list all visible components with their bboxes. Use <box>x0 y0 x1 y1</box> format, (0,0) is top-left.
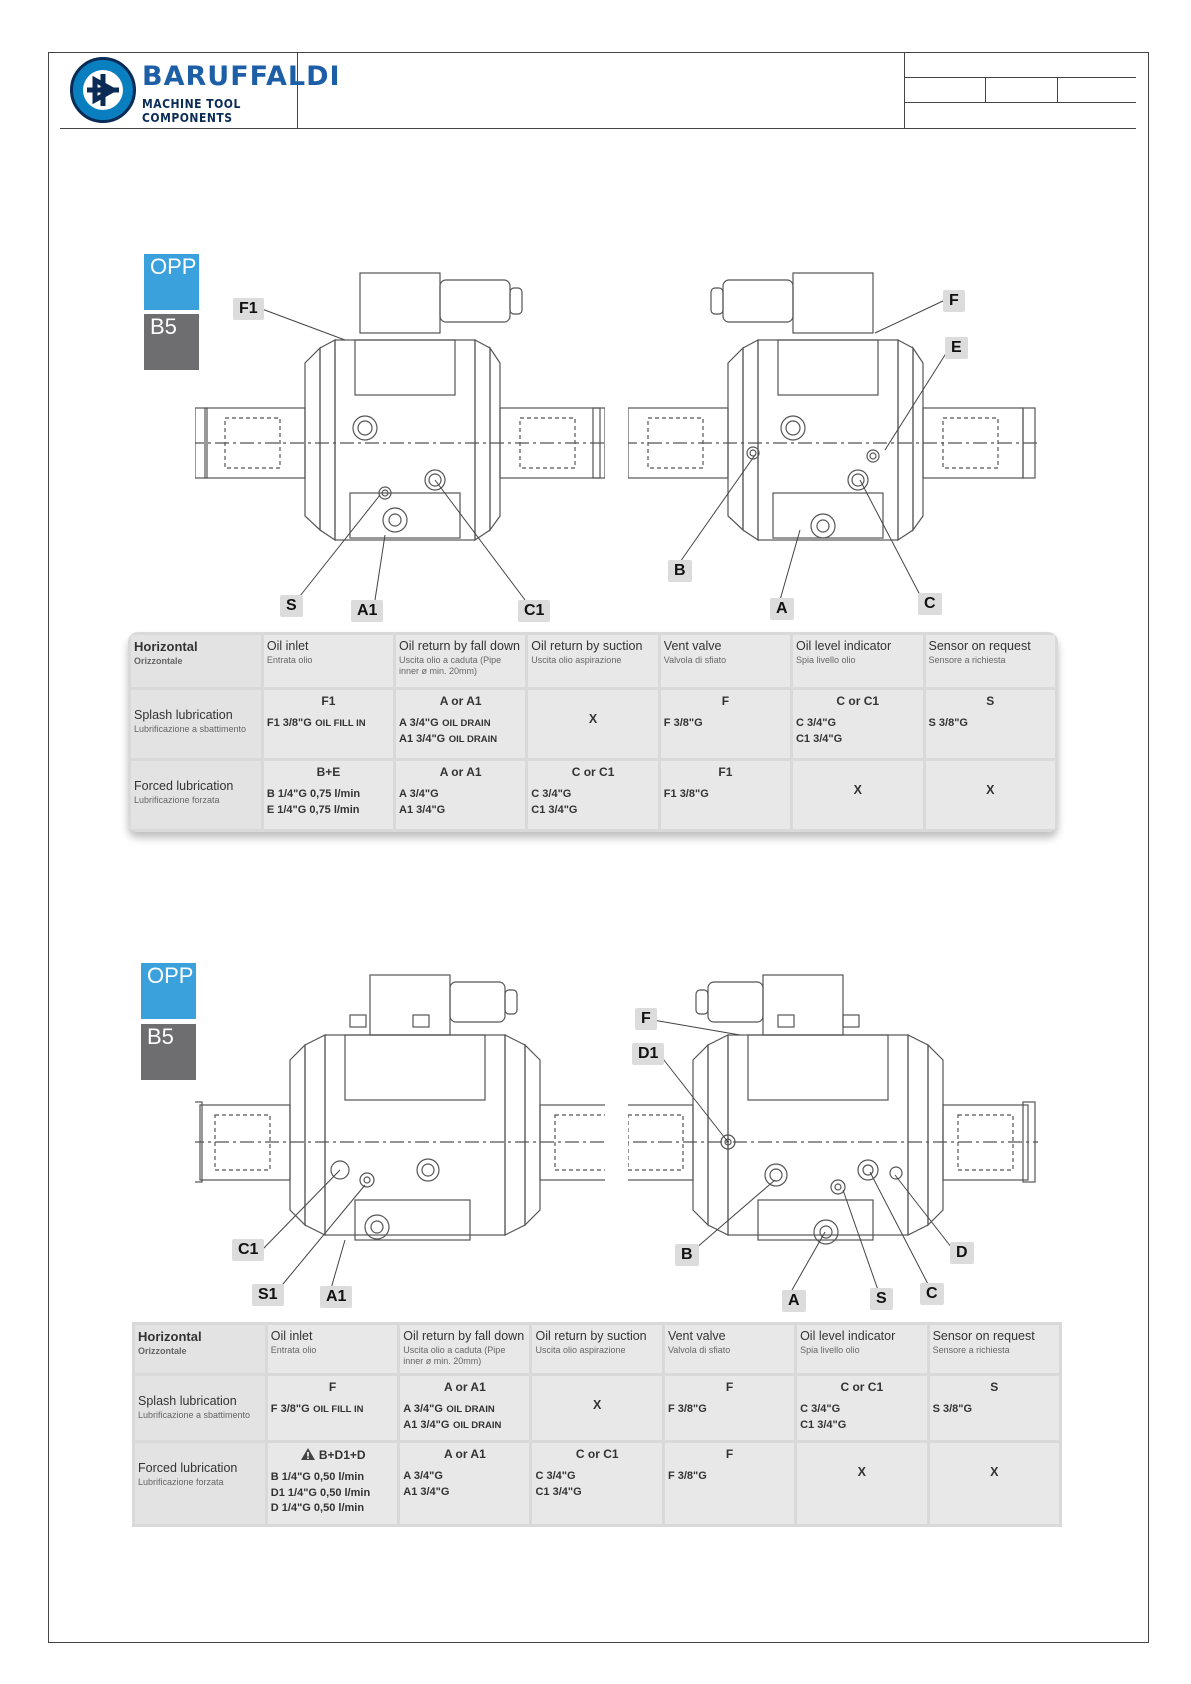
callout-C: C <box>920 1283 944 1305</box>
callout-D: D <box>950 1242 974 1264</box>
table-cell: X <box>930 1443 1059 1524</box>
callout-E: E <box>945 337 968 359</box>
brand-subtitle: MACHINE TOOL COMPONENTS <box>142 97 241 125</box>
table-cell: S S 3/8"G <box>930 1376 1059 1440</box>
table-cell: B+D1+D B 1/4"G 0,50 l/min D1 1/4"G 0,50 l/min D 1/4"G 0,50 l/min <box>268 1443 397 1524</box>
callout-A1: A1 <box>351 600 383 622</box>
callout-B: B <box>675 1244 699 1266</box>
header-cell: Oil level indicator Spia livello olio <box>797 1325 926 1373</box>
table-cell: S S 3/8"G <box>926 690 1055 758</box>
callout-B: B <box>668 560 692 582</box>
header-cell: Vent valve Valvola di sfiato <box>661 635 790 687</box>
table-cell: C or C1 C 3/4"G C1 3/4"G <box>797 1376 926 1440</box>
table-cell: C or C1 C 3/4"G C1 3/4"G <box>793 690 923 758</box>
table-header-row <box>135 1325 1059 1373</box>
table-cell: X <box>528 690 658 758</box>
callout-S: S <box>870 1288 893 1310</box>
table-cell: A or A1 A 3/4"G A1 3/4"G <box>400 1443 529 1524</box>
header-cell: Oil level indicator Spia livello olio <box>793 635 923 687</box>
callout-A: A <box>782 1290 806 1312</box>
header-cell: Oil inlet Entrata olio <box>268 1325 397 1373</box>
table-cell: X <box>797 1443 926 1524</box>
header-cell: Vent valve Valvola di sfiato <box>665 1325 794 1373</box>
table-cell: C or C1 C 3/4"G C1 3/4"G <box>532 1443 661 1524</box>
header-cell: Oil return by suction Uscita olio aspirazione <box>528 635 658 687</box>
table-cell: F F 3/8"G OIL FILL IN <box>268 1376 397 1440</box>
header-cell: Oil return by suction Uscita olio aspirazione <box>532 1325 661 1373</box>
row-label: Forced lubrication Lubrificazione forzata <box>131 761 261 829</box>
b5-badge: B5 <box>141 1024 196 1080</box>
table-cell: A or A1 A 3/4"G A1 3/4"G <box>396 761 525 829</box>
callout-A1: A1 <box>320 1286 352 1308</box>
table-cell: B+E B 1/4"G 0,75 l/min E 1/4"G 0,75 l/min <box>264 761 393 829</box>
opp-badge: OPP <box>144 254 199 310</box>
header-cell: Oil inlet Entrata olio <box>264 635 393 687</box>
callout-F: F <box>635 1008 657 1030</box>
header-cell: Sensor on request Sensore a richiesta <box>930 1325 1059 1373</box>
opp-badge: OPP <box>141 963 196 1019</box>
table-row <box>135 1443 1059 1524</box>
table-cell: C or C1 C 3/4"G C1 3/4"G <box>528 761 658 829</box>
table-row <box>135 1376 1059 1440</box>
b5-badge: B5 <box>144 314 199 370</box>
callout-S1: S1 <box>252 1284 284 1306</box>
callout-S: S <box>280 595 303 617</box>
callout-F: F <box>943 290 965 312</box>
row-label: Forced lubrication Lubrificazione forzata <box>135 1443 265 1524</box>
table-cell: X <box>793 761 923 829</box>
row-label: Splash lubrication Lubrificazione a sbattimento <box>131 690 261 758</box>
table-cell: F F 3/8"G <box>665 1376 794 1440</box>
lubrication-table-2 <box>132 1322 1062 1527</box>
table-cell: X <box>532 1376 661 1440</box>
table-cell: F1 F1 3/8"G <box>661 761 790 829</box>
header-cell: Oil return by fall down Uscita olio a caduta (Pipe inner ø min. 20mm) <box>396 635 525 687</box>
header-cell: Horizontal Orizzontale <box>131 635 261 687</box>
brand-name: BARUFFALDI <box>142 61 341 92</box>
header-cell: Sensor on request Sensore a richiesta <box>926 635 1055 687</box>
table-cell: A or A1 A 3/4"G OIL DRAIN A1 3/4"G OIL DRAIN <box>396 690 525 758</box>
table-cell: X <box>926 761 1055 829</box>
callout-C: C <box>918 593 942 615</box>
table-cell: F F 3/8"G <box>665 1443 794 1524</box>
callout-D1: D1 <box>632 1043 664 1065</box>
header-cell: Horizontal Orizzontale <box>135 1325 265 1373</box>
header-cell: Oil return by fall down Uscita olio a caduta (Pipe inner ø min. 20mm) <box>400 1325 529 1373</box>
callout-C1: C1 <box>232 1239 264 1261</box>
callout-F1: F1 <box>233 298 264 320</box>
row-label: Splash lubrication Lubrificazione a sbattimento <box>135 1376 265 1440</box>
callout-A: A <box>770 598 794 620</box>
table-cell: F F 3/8"G <box>661 690 790 758</box>
warning-icon <box>300 1447 316 1461</box>
table-cell: F1 F1 3/8"G OIL FILL IN <box>264 690 393 758</box>
table-cell: A or A1 A 3/4"G OIL DRAIN A1 3/4"G OIL DRAIN <box>400 1376 529 1440</box>
callout-C1: C1 <box>518 600 550 622</box>
